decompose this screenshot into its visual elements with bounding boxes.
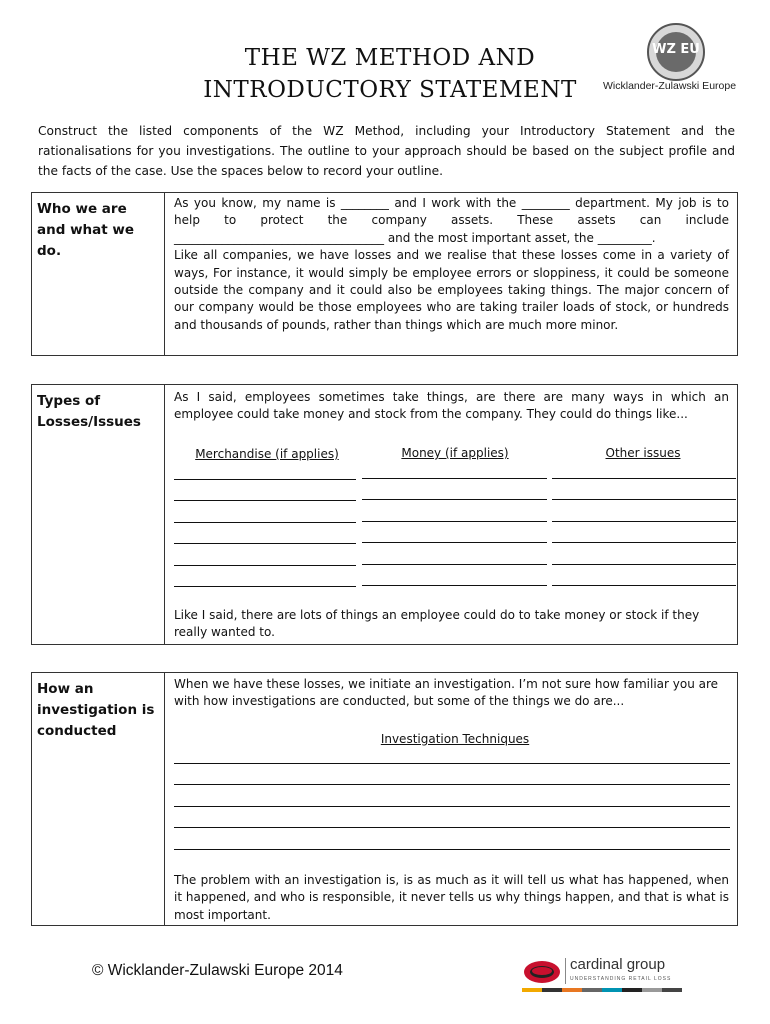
section-paragraph: Like all companies, we have losses and we realise that these losses come in a variety of ways, For instance, it would simply be employee errors or sloppiness, it could be someone outside the company and it could also be employees taking things. The major concern of our company would be those employees who are taking trailer loads of stock, or hundreds and thousands of pounds, rather than things which are much more minor.: [174, 248, 729, 332]
write-in-line[interactable]: [362, 542, 547, 543]
title-line-1: THE WZ METHOD AND: [244, 45, 536, 71]
write-in-line[interactable]: [552, 521, 736, 522]
write-in-line[interactable]: [552, 542, 736, 543]
section-paragraph: As I said, employees sometimes take things, are there are many ways in which an employee could take money and stock from the company. They could do things like...: [174, 390, 729, 422]
write-in-line[interactable]: [174, 479, 356, 480]
logo-text: Wicklander-Zulawski Europe: [603, 80, 737, 92]
logo-divider: [565, 958, 566, 984]
logo-badge-text: WZ EU: [652, 42, 700, 57]
write-in-line[interactable]: [174, 543, 356, 544]
write-in-line[interactable]: [174, 522, 356, 523]
section-types-of-losses: [31, 384, 738, 645]
section-paragraph: As you know, my name is ________ and I work with the ________ department. My job is to help to protect the company assets. These assets can include ___________________________________ and the most important asset, the _________.: [174, 196, 729, 245]
write-in-line[interactable]: [174, 849, 730, 850]
column-heading-other: Other issues: [605, 446, 681, 460]
copyright-text: © Wicklander-Zulawski Europe 2014: [92, 962, 343, 979]
section-content: [174, 389, 729, 639]
section-who-we-are: [31, 192, 738, 356]
section-paragraph: The problem with an investigation is, is as much as it will tell us what has happened, when it happened, and who is responsible, it never tells us why things happen, and that is what is most important.: [174, 873, 729, 922]
section-label: How an investigation is conducted: [32, 673, 165, 925]
write-in-line[interactable]: [174, 586, 356, 587]
write-in-line[interactable]: [174, 827, 730, 828]
investigation-techniques-heading: Investigation Techniques: [380, 732, 530, 746]
write-in-line[interactable]: [362, 564, 547, 565]
section-label: Who we are and what we do.: [32, 193, 165, 355]
write-in-line[interactable]: [174, 565, 356, 566]
cardinal-ring-icon: [522, 957, 562, 987]
section-paragraph: Like I said, there are lots of things an employee could do to take money or stock if they really wanted to.: [174, 608, 700, 640]
write-in-line[interactable]: [174, 784, 730, 785]
section-content: [174, 195, 729, 334]
write-in-line[interactable]: [552, 564, 736, 565]
write-in-line[interactable]: [362, 499, 547, 500]
write-in-line[interactable]: [174, 806, 730, 807]
cardinal-group-logo: [522, 955, 682, 995]
column-heading-money: Money (if applies): [401, 446, 509, 460]
cardinal-tagline: UNDERSTANDING RETAIL LOSS: [570, 976, 672, 982]
cardinal-brand-name: cardinal group: [570, 956, 666, 973]
write-in-line[interactable]: [552, 585, 736, 586]
intro-paragraph: Construct the listed components of the WZ Method, including your Introductory Statement and the rationalisations for you investigations. The outline to your approach should be based on the subject profile and the facts of the case. Use the spaces below to record your outline.: [38, 124, 735, 178]
write-in-line[interactable]: [362, 585, 547, 586]
section-paragraph: When we have these losses, we initiate an investigation. I’m not sure how familiar you are with how investigations are conducted, but some of the things we do are...: [174, 677, 719, 709]
section-investigation: [31, 672, 738, 926]
write-in-line[interactable]: [362, 521, 547, 522]
write-in-line[interactable]: [174, 763, 730, 764]
section-content: [174, 676, 729, 921]
title-line-2: INTRODUCTORY STATEMENT: [203, 77, 577, 103]
section-label: Types of Losses/Issues: [32, 385, 165, 644]
write-in-line[interactable]: [552, 478, 736, 479]
column-heading-merchandise: Merchandise (if applies): [195, 447, 339, 461]
write-in-line[interactable]: [362, 478, 547, 479]
write-in-line[interactable]: [552, 499, 736, 500]
write-in-line[interactable]: [174, 500, 356, 501]
page-title: [180, 42, 600, 106]
brand-color-stripes: [522, 988, 682, 992]
